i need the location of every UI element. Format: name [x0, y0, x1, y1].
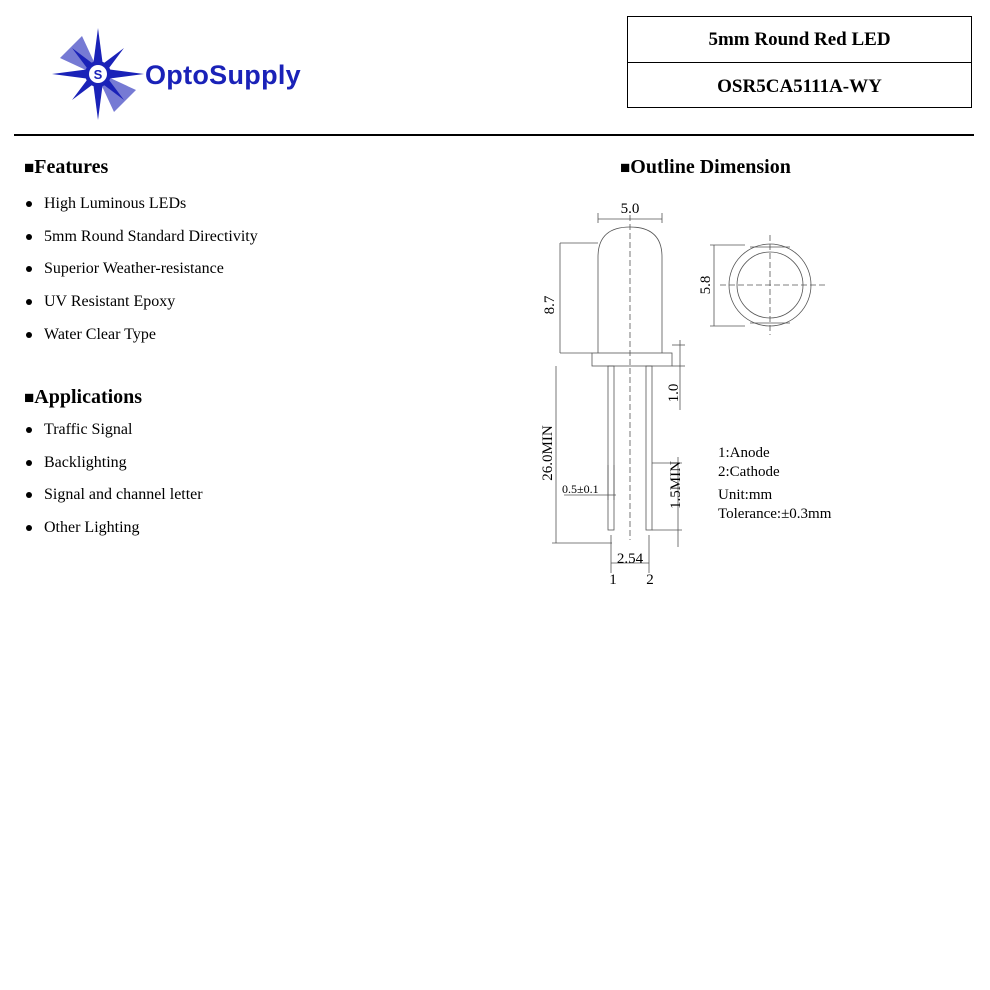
outline-diagram [520, 195, 850, 595]
square-bullet-icon: ■ [620, 158, 631, 177]
outline-heading: ■Outline Dimension [620, 156, 791, 178]
list-item: Signal and channel letter [24, 485, 203, 518]
pin-2-label: 2 [646, 572, 654, 588]
star-logo-icon [52, 28, 144, 120]
list-item: Superior Weather-resistance [24, 259, 258, 292]
features-list [24, 194, 258, 357]
led-flange [592, 353, 672, 366]
cathode-lead [646, 366, 652, 530]
title-box [627, 16, 972, 108]
dim-flange: 1.0 [666, 383, 682, 403]
list-item: Backlighting [24, 453, 203, 486]
list-item: High Luminous LEDs [24, 194, 258, 227]
dim-lead-width: 0.5±0.1 [562, 482, 599, 496]
applications-heading: ■Applications [24, 386, 143, 408]
part-number: OSR5CA5111A-WY [628, 62, 971, 107]
list-item: Other Lighting [24, 518, 203, 551]
square-bullet-icon: ■ [24, 388, 35, 407]
dim-pitch: 2.54 [616, 551, 644, 567]
anode-lead [608, 366, 614, 530]
note-anode: 1:Anode [718, 445, 770, 461]
brand-name: OptoSupply [145, 60, 301, 90]
dim-min-bend: 1.5MIN [668, 461, 684, 509]
list-item: 5mm Round Standard Directivity [24, 227, 258, 260]
list-item: UV Resistant Epoxy [24, 292, 258, 325]
list-item: Traffic Signal [24, 420, 203, 453]
svg-text:S: S [93, 67, 103, 82]
note-unit: Unit:mm [718, 487, 773, 503]
square-bullet-icon: ■ [24, 158, 35, 177]
pin-1-label: 1 [609, 572, 617, 588]
note-cathode: 2:Cathode [718, 464, 780, 480]
features-heading: ■Features [24, 156, 109, 178]
list-item: Water Clear Type [24, 325, 258, 358]
header-divider [14, 134, 974, 136]
dim-height: 8.7 [542, 295, 558, 315]
dim-lead-length: 26.0MIN [540, 425, 556, 481]
applications-list [24, 420, 203, 551]
note-tolerance: Tolerance:±0.3mm [718, 506, 832, 522]
dim-diameter: 5.8 [698, 275, 714, 295]
product-title: 5mm Round Red LED [708, 28, 891, 50]
dim-width: 5.0 [620, 201, 640, 217]
